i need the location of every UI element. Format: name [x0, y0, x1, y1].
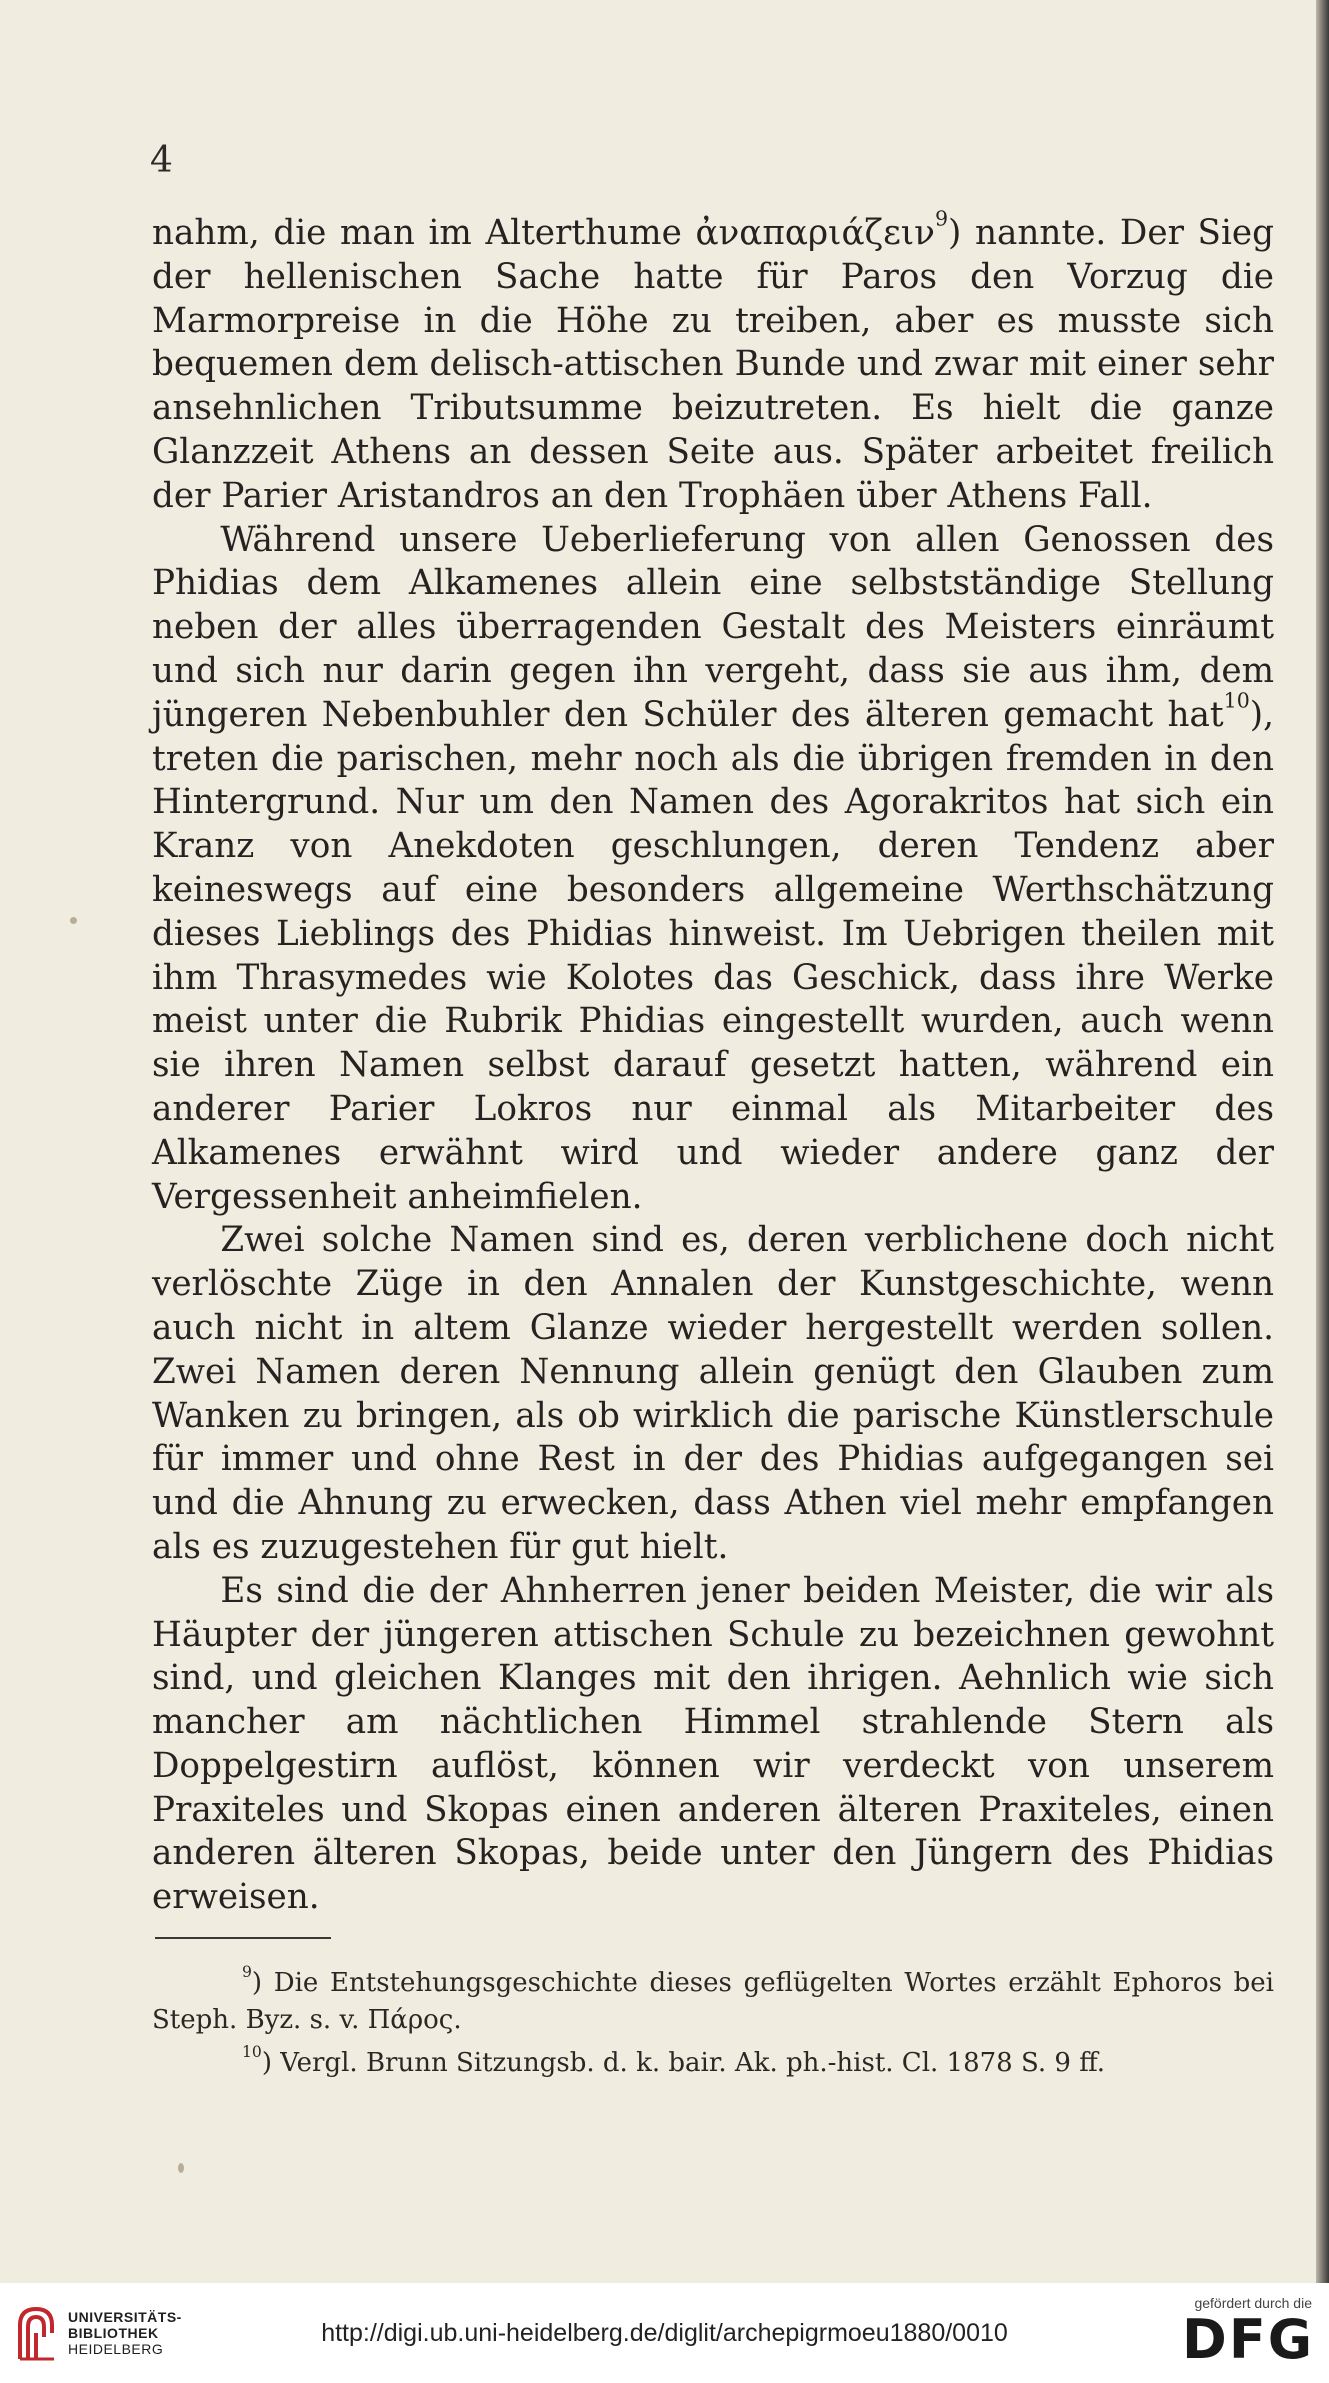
page-edge-shadow: [1316, 0, 1329, 2283]
footnote-ref-9: 9: [934, 206, 949, 231]
page-number: 4: [150, 140, 173, 181]
paper-speck: [178, 2163, 184, 2173]
paragraph-2: Während unsere Ueberlieferung von allen Genossen des Phidias dem Alkamenes allein eine selbstständige Stellung neben der alles überragenden Gestalt des Meisters einräumt und sich nur darin gegen ihn vergeht, dass sie aus ihm, dem jüngeren Nebenbuhler den Schüler des älteren gemacht hat$^{10}$), treten die parischen, mehr noch als die übrigen fremden in den Hintergrund. Nur um den Namen des Agorakritos hat sich ein Kranz von Anekdoten geschlungen, deren Tendenz aber keineswegs auf eine besonders allgemeine Werthschätzung dieses Lieblings des Phidias hinweist. Im Uebrigen theilen mit ihm Thrasymedes wie Kolotes das Geschick, dass ihre Werke meist unter die Rubrik Phidias eingestellt wurden, auch wenn sie ihren Namen selbst darauf gesetzt hatten, während ein anderer Parier Lokros nur einmal als Mitarbeiter des Alkamenes erwähnt wird und wieder andere ganz der Vergessenheit anheimfielen.: [152, 519, 1274, 1217]
dfg-logo: DFG: [1182, 2308, 1315, 2371]
footnote-divider: [155, 1937, 331, 1939]
sponsor-block: [1182, 2295, 1315, 2371]
body-text: [152, 206, 1275, 1920]
library-name: UNIVERSITÄTS- BIBLIOTHEK HEIDELBERG: [68, 2309, 182, 2357]
footnote-9: $^9$) Die Entstehungsgeschichte dieses geflügelten Wortes erzählt Ephoros bei Steph. Byz. s. v. Πάρος.: [152, 1962, 1274, 2035]
paper-speck: [70, 917, 77, 924]
sponsor-label: gefördert durch die: [1194, 2295, 1312, 2311]
footnote-ref-10: 10: [1223, 688, 1250, 713]
digitization-footer: [0, 2283, 1329, 2383]
footnotes: [152, 1962, 1274, 2082]
permalink-url[interactable]: http://digi.ub.uni-heidelberg.de/diglit/archepigrmoeu1880/0010: [321, 2319, 1008, 2347]
paragraph-4: Es sind die der Ahnherren jener beiden Meister, die wir als Häupter der jüngeren attischen Schule zu bezeichnen gewohnt sind, und gleichen Klanges mit den ihrigen. Aehnlich wie sich mancher am nächtlichen Himmel strahlende Stern als Doppelgestirn auflöst, können wir verdeckt von unserem Praxiteles und Skopas einen anderen älteren Praxiteles, einen anderen älteren Skopas, beide unter den Jüngern des Phidias erweisen.: [152, 1570, 1274, 1918]
footnote-10: $^{10}$) Vergl. Brunn Sitzungsb. d. k. bair. Ak. ph.-hist. Cl. 1878 S. 9 ff.: [242, 2042, 1106, 2078]
paragraph-3: Zwei solche Namen sind es, deren verblichene doch nicht verlöschte Züge in den Annalen der Kunstgeschichte, wenn auch nicht in altem Glanze wieder hergestellt werden sollen. Zwei Namen deren Nennung allein genügt den Glauben zum Wanken zu bringen, als ob wirklich die parische Künstlerschule für immer und ohne Rest in der des Phidias aufgegangen sei und die Ahnung zu erwecken, dass Athen viel mehr empfangen als es zuzugestehen für gut hielt.: [152, 1220, 1274, 1567]
paragraph-1: nahm, die man im Alterthume ἀναπαριάζειν$^9$) nannte. Der Sieg der hellenischen Sache hatte für Paros den Vorzug die Marmorpreise in die Höhe zu treiben, aber es musste sich bequemen dem delisch-attischen Bunde und zwar mit einer sehr ansehnlichen Tributsumme beizutreten. Es hielt die ganze Glanzzeit Athens an dessen Seite aus. Später arbeitet freilich der Parier Aristandros an den Trophäen über Athens Fall.: [152, 206, 1275, 516]
